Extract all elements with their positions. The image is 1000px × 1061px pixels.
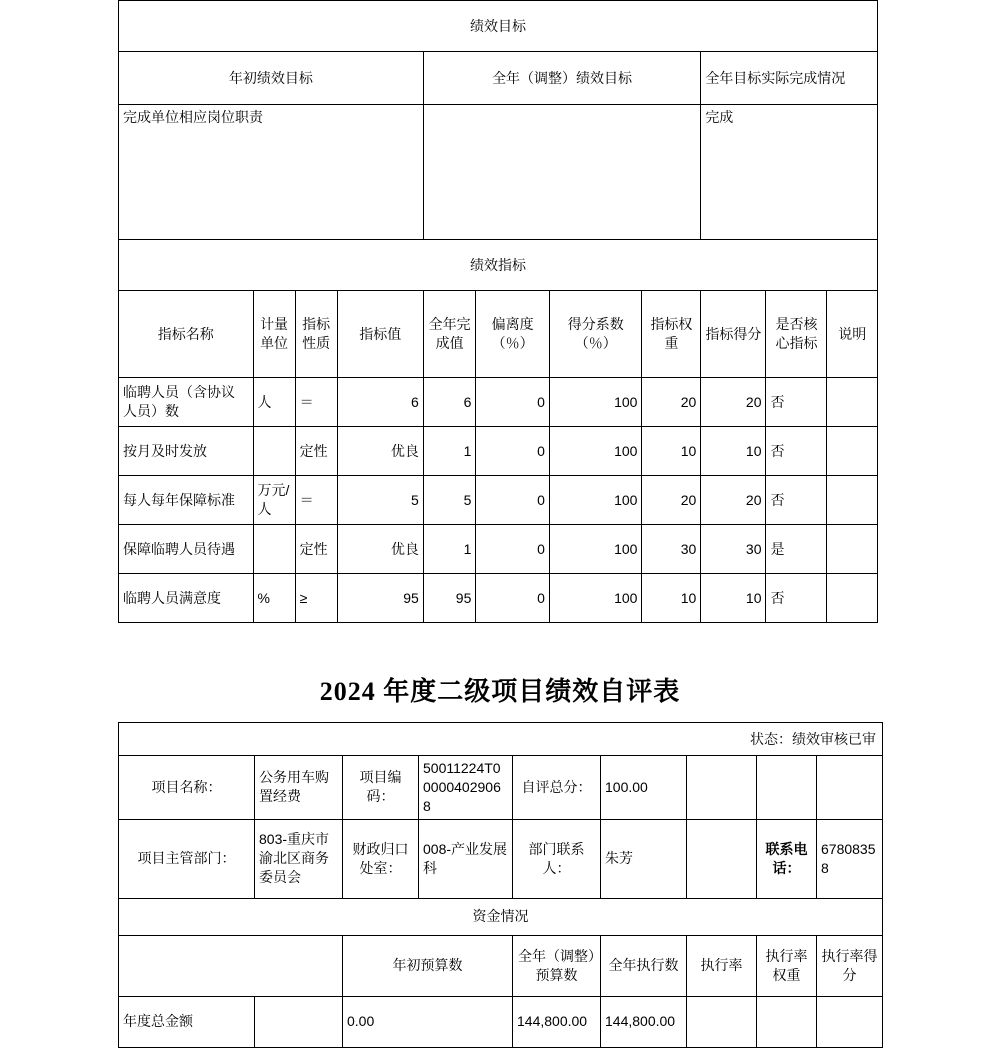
fund-row-label: 年度总金额 bbox=[119, 996, 255, 1047]
fund-section-title: 资金情况 bbox=[119, 898, 883, 935]
col-header-deviation: 偏离度（％） bbox=[476, 291, 550, 378]
cell-note bbox=[827, 476, 878, 525]
fund-row-adjusted-budget: 144,800.00 bbox=[513, 996, 601, 1047]
cell-actual-value: 6 bbox=[423, 378, 476, 427]
value-actual-completion: 完成 bbox=[701, 105, 878, 240]
cell-note bbox=[827, 378, 878, 427]
cell-weight: 10 bbox=[642, 427, 701, 476]
cell-note bbox=[827, 427, 878, 476]
fund-col-header-rate-score: 执行率得分 bbox=[817, 935, 883, 996]
cell-unit: 人 bbox=[253, 378, 295, 427]
cell-target-value: 优良 bbox=[337, 427, 423, 476]
table-row bbox=[119, 1, 878, 52]
table-row bbox=[119, 52, 878, 105]
col-header-actual-value: 全年完成值 bbox=[423, 291, 476, 378]
cell-target-value: 95 bbox=[337, 574, 423, 623]
cell-actual-value: 95 bbox=[423, 574, 476, 623]
cell-coefficient: 100 bbox=[549, 378, 642, 427]
cell-coefficient: 100 bbox=[549, 574, 642, 623]
table-row bbox=[119, 935, 883, 996]
table-row bbox=[119, 996, 883, 1047]
col-header-note: 说明 bbox=[827, 291, 878, 378]
table-row bbox=[119, 898, 883, 935]
label-self-score: 自评总分： bbox=[513, 756, 601, 820]
table-row bbox=[119, 105, 878, 240]
fund-col-header-blank bbox=[119, 935, 343, 996]
cell-note bbox=[827, 574, 878, 623]
col-header-weight: 指标权重 bbox=[642, 291, 701, 378]
cell-coefficient: 100 bbox=[549, 525, 642, 574]
table-row bbox=[119, 378, 878, 427]
value-project-code: 50011224T000004029068 bbox=[419, 756, 513, 820]
fund-col-header-rate: 执行率 bbox=[687, 935, 757, 996]
cell-core: 否 bbox=[766, 574, 827, 623]
cell-coefficient: 100 bbox=[549, 427, 642, 476]
cell-indicator-name: 每人每年保障标准 bbox=[119, 476, 254, 525]
cell-nature: ＝ bbox=[295, 378, 337, 427]
label-project-name: 项目名称： bbox=[119, 756, 255, 820]
cell-indicator-name: 保障临聘人员待遇 bbox=[119, 525, 254, 574]
cell-blank-4 bbox=[687, 819, 757, 898]
fund-col-header-adjusted-budget: 全年（调整）预算数 bbox=[513, 935, 601, 996]
cell-indicator-name: 按月及时发放 bbox=[119, 427, 254, 476]
cell-weight: 20 bbox=[642, 476, 701, 525]
col-header-target-value: 指标值 bbox=[337, 291, 423, 378]
project-self-evaluation-table bbox=[118, 722, 883, 1048]
cell-score: 10 bbox=[701, 427, 766, 476]
cell-nature: 定性 bbox=[295, 525, 337, 574]
cell-core: 否 bbox=[766, 476, 827, 525]
cell-actual-value: 1 bbox=[423, 525, 476, 574]
table-row bbox=[119, 756, 883, 820]
value-contact-phone: 67808358 bbox=[817, 819, 883, 898]
value-annual-target bbox=[423, 105, 700, 240]
value-project-name: 公务用车购置经费 bbox=[255, 756, 343, 820]
fund-row-initial-budget: 0.00 bbox=[343, 996, 513, 1047]
label-contact-person: 部门联系人： bbox=[513, 819, 601, 898]
page-title: 2024 年度二级项目绩效自评表 bbox=[319, 677, 681, 706]
cell-deviation: 0 bbox=[476, 476, 550, 525]
cell-target-value: 6 bbox=[337, 378, 423, 427]
value-self-score: 100.00 bbox=[601, 756, 687, 820]
table-row bbox=[119, 476, 878, 525]
cell-deviation: 0 bbox=[476, 378, 550, 427]
cell-core: 否 bbox=[766, 378, 827, 427]
cell-actual-value: 5 bbox=[423, 476, 476, 525]
col-header-core: 是否核心指标 bbox=[766, 291, 827, 378]
col-header-unit: 计量单位 bbox=[253, 291, 295, 378]
cell-score: 20 bbox=[701, 378, 766, 427]
status-badge: 状态：绩效审核已审 bbox=[119, 723, 883, 756]
col-header-coefficient: 得分系数（％） bbox=[549, 291, 642, 378]
value-contact-person: 朱芳 bbox=[601, 819, 687, 898]
cell-target-value: 优良 bbox=[337, 525, 423, 574]
fund-row-rate-score bbox=[817, 996, 883, 1047]
fund-row-rate-weight bbox=[757, 996, 817, 1047]
perf-target-title: 绩效目标 bbox=[119, 1, 878, 52]
cell-core: 是 bbox=[766, 525, 827, 574]
cell-blank-2 bbox=[757, 756, 817, 820]
label-finance-office: 财政归口处室： bbox=[343, 819, 419, 898]
label-contact-phone: 联系电话： bbox=[757, 819, 817, 898]
performance-target-table bbox=[118, 0, 878, 623]
fund-row-blank bbox=[255, 996, 343, 1047]
header-initial-target: 年初绩效目标 bbox=[119, 52, 424, 105]
cell-blank-1 bbox=[687, 756, 757, 820]
cell-score: 10 bbox=[701, 574, 766, 623]
cell-deviation: 0 bbox=[476, 427, 550, 476]
value-initial-target: 完成单位相应岗位职责 bbox=[119, 105, 424, 240]
cell-core: 否 bbox=[766, 427, 827, 476]
table-row bbox=[119, 723, 883, 756]
header-actual-completion: 全年目标实际完成情况 bbox=[701, 52, 878, 105]
value-supervising-dept: 803-重庆市渝北区商务委员会 bbox=[255, 819, 343, 898]
table-row bbox=[119, 291, 878, 378]
header-annual-target: 全年（调整）绩效目标 bbox=[423, 52, 700, 105]
table-row bbox=[119, 525, 878, 574]
table-row bbox=[119, 240, 878, 291]
value-finance-office: 008-产业发展科 bbox=[419, 819, 513, 898]
label-supervising-dept: 项目主管部门： bbox=[119, 819, 255, 898]
cell-indicator-name: 临聘人员满意度 bbox=[119, 574, 254, 623]
cell-weight: 30 bbox=[642, 525, 701, 574]
col-header-indicator-name: 指标名称 bbox=[119, 291, 254, 378]
table-row bbox=[119, 427, 878, 476]
cell-nature: ≥ bbox=[295, 574, 337, 623]
cell-deviation: 0 bbox=[476, 525, 550, 574]
cell-note bbox=[827, 525, 878, 574]
col-header-score: 指标得分 bbox=[701, 291, 766, 378]
cell-weight: 20 bbox=[642, 378, 701, 427]
cell-target-value: 5 bbox=[337, 476, 423, 525]
cell-unit bbox=[253, 427, 295, 476]
cell-unit bbox=[253, 525, 295, 574]
perf-indicator-title: 绩效指标 bbox=[119, 240, 878, 291]
cell-unit: 万元/人 bbox=[253, 476, 295, 525]
cell-coefficient: 100 bbox=[549, 476, 642, 525]
fund-col-header-executed: 全年执行数 bbox=[601, 935, 687, 996]
table-row bbox=[119, 574, 878, 623]
cell-nature: ＝ bbox=[295, 476, 337, 525]
cell-indicator-name: 临聘人员（含协议人员）数 bbox=[119, 378, 254, 427]
fund-col-header-initial-budget: 年初预算数 bbox=[343, 935, 513, 996]
cell-score: 20 bbox=[701, 476, 766, 525]
fund-col-header-rate-weight: 执行率权重 bbox=[757, 935, 817, 996]
fund-row-rate bbox=[687, 996, 757, 1047]
table-row bbox=[119, 819, 883, 898]
label-project-code: 项目编码： bbox=[343, 756, 419, 820]
cell-weight: 10 bbox=[642, 574, 701, 623]
cell-unit: % bbox=[253, 574, 295, 623]
cell-deviation: 0 bbox=[476, 574, 550, 623]
cell-score: 30 bbox=[701, 525, 766, 574]
fund-row-executed: 144,800.00 bbox=[601, 996, 687, 1047]
col-header-nature: 指标性质 bbox=[295, 291, 337, 378]
cell-blank-3 bbox=[817, 756, 883, 820]
cell-nature: 定性 bbox=[295, 427, 337, 476]
cell-actual-value: 1 bbox=[423, 427, 476, 476]
